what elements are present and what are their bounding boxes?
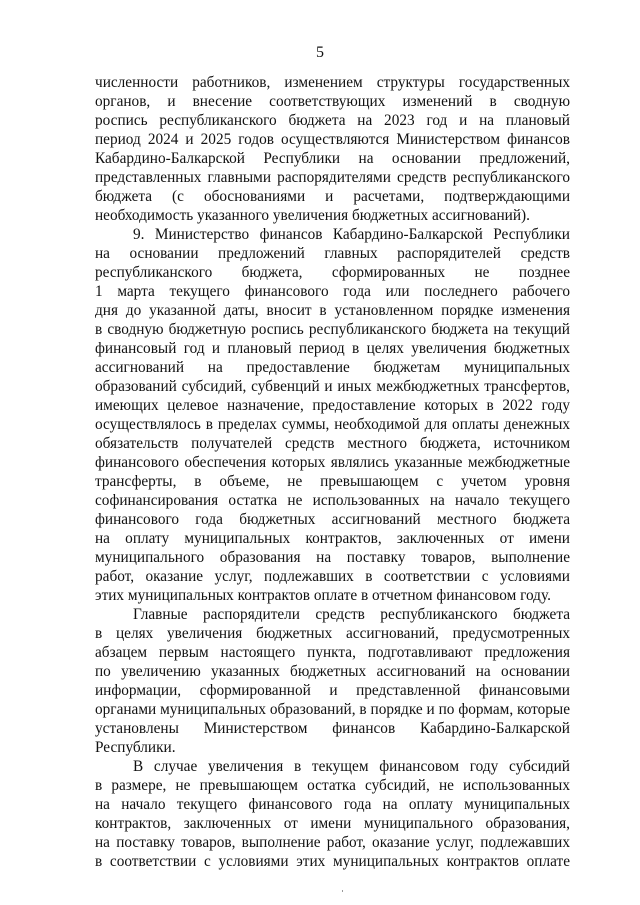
text-line: роспись республиканского бюджета на 2023 год и на плановый (95, 112, 570, 129)
scan-artifact (342, 890, 343, 892)
text-line: В случае увеличения в текущем финансовом году субсидий (133, 758, 570, 775)
text-line: органами муниципальных образований, в порядке и по формам, которые (95, 701, 570, 718)
text-line: муниципального образования на поставку товаров, выполнение (95, 549, 570, 566)
text-line: на начало текущего финансового года на оплату муниципальных (95, 796, 570, 813)
document-body (95, 73, 570, 871)
text-line: органов, и внесение соответствующих изменений в сводную (95, 93, 570, 110)
text-line: этих муниципальных контрактов оплате в отчетном финансовом году. (95, 587, 551, 604)
text-line: образований субсидий, субвенций и иных межбюджетных трансфертов, (95, 378, 570, 395)
text-line: в соответствии с условиями этих муниципальных контрактов оплате (95, 853, 570, 870)
text-line: информации, сформированной и представленной финансовыми (95, 682, 570, 699)
text-line: Кабардино-Балкарской Республики на основании предложений, (95, 150, 570, 167)
text-line: Республики. (95, 739, 176, 756)
page-number: 5 (316, 44, 324, 61)
text-line: ассигнований на предоставление бюджетам муниципальных (95, 359, 570, 376)
text-line: на оплату муниципальных контрактов, заключенных от имени (95, 530, 570, 547)
text-line: обязательств получателей средств местного бюджета, источником (95, 435, 570, 452)
text-line: Главные распорядители средств республиканского бюджета (133, 606, 570, 623)
text-line: в целях увеличения бюджетных ассигнований, предусмотренных (95, 625, 570, 642)
text-line: период 2024 и 2025 годов осуществляются Министерством финансов (95, 131, 570, 148)
text-line: на основании предложений главных распорядителей средств (95, 245, 570, 262)
text-line: финансовый год и плановый период в целях увеличения бюджетных (95, 340, 570, 357)
text-line: финансового обеспечения которых являлись указанные межбюджетные (95, 454, 570, 471)
text-line: установлены Министерством финансов Кабардино-Балкарской (95, 720, 570, 737)
text-line: софинансирования остатка не использованных на начало текущего (95, 492, 570, 509)
text-line: республиканского бюджета, сформированных не позднее (95, 264, 570, 281)
text-line: 1 марта текущего финансового года или последнего рабочего (95, 283, 570, 300)
text-line: на поставку товаров, выполнение работ, оказание услуг, подлежавших (95, 834, 570, 851)
text-line: имеющих целевое назначение, предоставление которых в 2022 году (95, 397, 570, 414)
text-line: в сводную бюджетную роспись республиканского бюджета на текущий (95, 321, 570, 338)
text-line: в размере, не превышающем остатка субсидий, не использованных (95, 777, 570, 794)
text-line: осуществлялось в пределах суммы, необходимой для оплаты денежных (95, 416, 570, 433)
text-line: финансового года бюджетных ассигнований местного бюджета (95, 511, 570, 528)
text-line: абзацем первым настоящего пункта, подготавливают предложения (95, 644, 570, 661)
text-line: необходимость указанного увеличения бюджетных ассигнований). (95, 207, 530, 224)
text-line: контрактов, заключенных от имени муниципального образования, (95, 815, 570, 832)
text-line: 9. Министерство финансов Кабардино-Балкарской Республики (133, 226, 570, 243)
text-line: трансферты, в объеме, не превышающем с учетом уровня (95, 473, 570, 490)
text-line: дня до указанной даты, вносит в установленном порядке изменения (95, 302, 570, 319)
text-line: работ, оказание услуг, подлежавших в соответствии с условиями (95, 568, 570, 585)
text-line: бюджета (с обоснованиями и расчетами, подтверждающими (95, 188, 570, 205)
text-line: представленных главными распорядителями средств республиканского (95, 169, 570, 186)
text-line: численности работников, изменением структуры государственных (95, 74, 570, 91)
text-line: по увеличению указанных бюджетных ассигнований на основании (95, 663, 570, 680)
